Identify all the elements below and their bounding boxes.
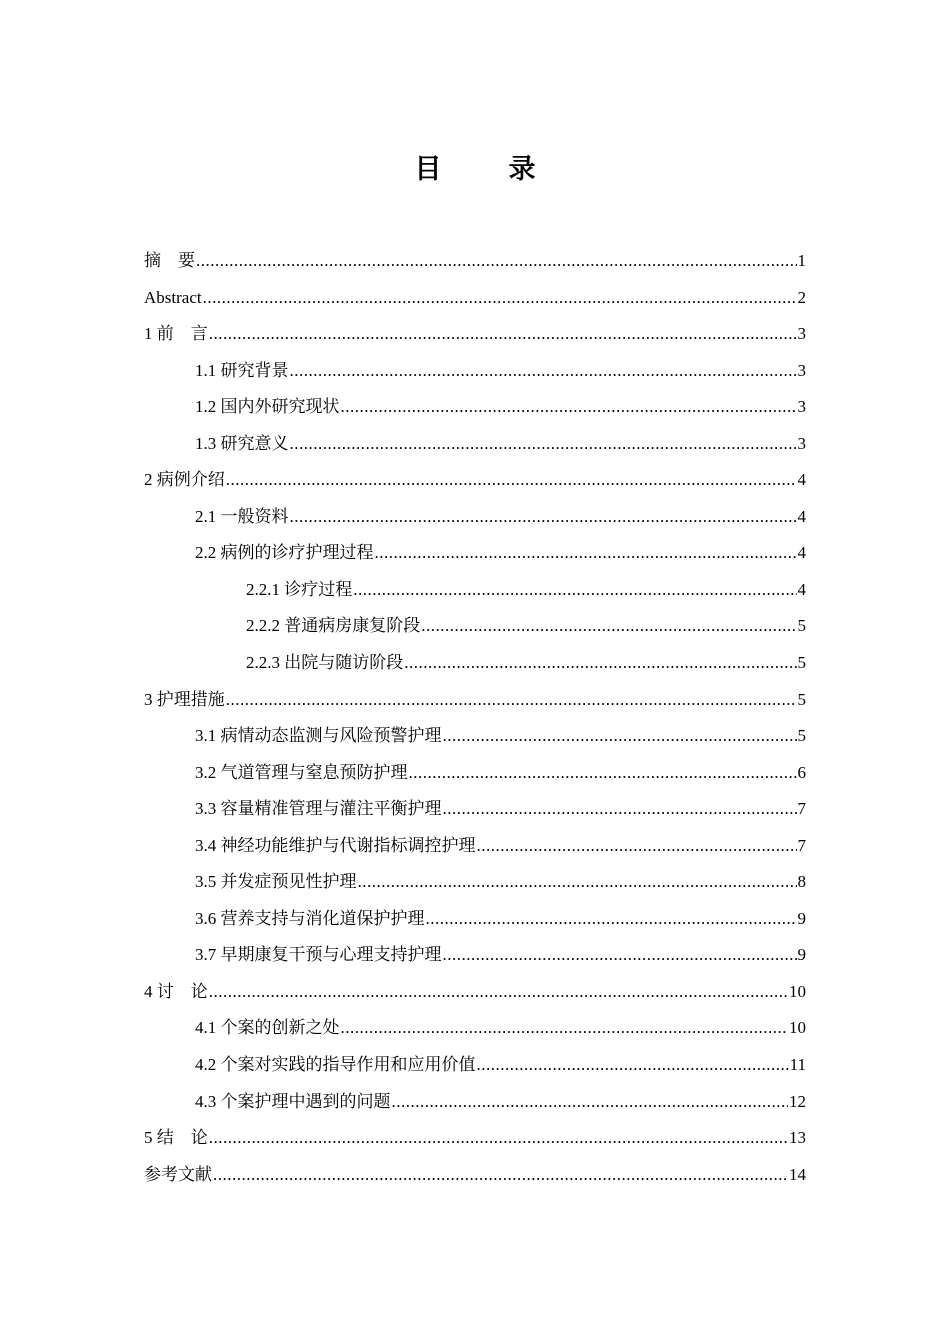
toc-entry-page-number: 5 [797, 653, 806, 673]
toc-dot-leader [477, 828, 797, 864]
toc-entry-page-number: 9 [797, 908, 806, 928]
toc-entry-title: 4 讨 论 [144, 981, 208, 1001]
toc-entry[interactable] [144, 243, 806, 280]
toc-entry-page-number: 10 [789, 1018, 806, 1038]
toc-entry-title: 4.3 个案护理中遇到的问题 [195, 1091, 391, 1111]
toc-entry[interactable] [144, 462, 806, 499]
toc-entry[interactable] [144, 864, 806, 901]
toc-entry[interactable] [144, 682, 806, 719]
table-of-contents [144, 243, 806, 1193]
toc-entry-page-number: 8 [797, 872, 806, 892]
toc-dot-leader [226, 682, 797, 718]
toc-entry[interactable] [144, 426, 806, 463]
toc-entry-page-number: 3 [797, 397, 806, 417]
toc-dot-leader [226, 462, 797, 498]
toc-entry-title: 3 护理措施 [144, 689, 225, 709]
toc-entry[interactable] [144, 1047, 806, 1084]
toc-entry[interactable] [144, 353, 806, 390]
toc-entry-title: 1 前 言 [144, 324, 208, 344]
toc-entry-title: 2.2.3 出院与随访阶段 [246, 653, 404, 673]
toc-entry-title: 3.1 病情动态监测与风险预警护理 [195, 726, 442, 746]
toc-entry-title: 1.3 研究意义 [195, 433, 289, 453]
toc-entry[interactable] [144, 1010, 806, 1047]
toc-entry-title: 2.1 一般资料 [195, 506, 289, 526]
toc-entry-page-number: 10 [789, 981, 806, 1001]
toc-dot-leader [443, 791, 797, 827]
toc-entry-page-number: 12 [789, 1091, 806, 1111]
toc-dot-leader [196, 243, 797, 279]
toc-entry-page-number: 2 [797, 287, 806, 307]
toc-title: 目 录 [414, 154, 556, 185]
toc-entry-page-number: 9 [797, 945, 806, 965]
toc-entry[interactable] [144, 608, 806, 645]
toc-entry-title: 2 病例介绍 [144, 470, 225, 490]
toc-dot-leader [358, 864, 797, 900]
toc-entry-title: 3.3 容量精准管理与灌注平衡护理 [195, 799, 442, 819]
toc-dot-leader [213, 1157, 788, 1193]
toc-entry-title: 1.1 研究背景 [195, 360, 289, 380]
toc-entry[interactable] [144, 791, 806, 828]
toc-dot-leader [209, 974, 788, 1010]
toc-dot-leader [409, 755, 797, 791]
toc-entry[interactable] [144, 1120, 806, 1157]
toc-dot-leader [203, 280, 797, 316]
toc-entry-page-number: 6 [797, 762, 806, 782]
toc-entry[interactable] [144, 1084, 806, 1121]
toc-dot-leader [290, 353, 797, 389]
toc-entry-page-number: 5 [797, 726, 806, 746]
toc-dot-leader [392, 1084, 789, 1120]
toc-entry[interactable] [144, 316, 806, 353]
toc-entry-title: 4.1 个案的创新之处 [195, 1018, 340, 1038]
toc-dot-leader [209, 1120, 788, 1156]
toc-entry-page-number: 5 [797, 616, 806, 636]
toc-dot-leader [290, 426, 797, 462]
toc-dot-leader [375, 535, 797, 571]
toc-entry-title: 1.2 国内外研究现状 [195, 397, 340, 417]
toc-entry-title: 3.6 营养支持与消化道保护护理 [195, 908, 425, 928]
toc-entry[interactable] [144, 499, 806, 536]
toc-entry-page-number: 3 [797, 324, 806, 344]
toc-entry[interactable] [144, 1157, 806, 1194]
toc-dot-leader [341, 389, 797, 425]
toc-dot-leader [209, 316, 797, 352]
toc-entry-title: 3.5 并发症预见性护理 [195, 872, 357, 892]
toc-dot-leader [290, 499, 797, 535]
toc-entry[interactable] [144, 974, 806, 1011]
toc-entry-page-number: 3 [797, 433, 806, 453]
toc-entry-page-number: 1 [797, 251, 806, 270]
toc-entry-title: 摘 要 [144, 251, 195, 270]
toc-entry-title: 3.2 气道管理与窒息预防护理 [195, 762, 408, 782]
toc-entry[interactable] [144, 572, 806, 609]
toc-entry[interactable] [144, 755, 806, 792]
toc-entry[interactable] [144, 937, 806, 974]
toc-entry-title: 2.2.2 普通病房康复阶段 [246, 616, 421, 636]
toc-entry-title: 3.4 神经功能维护与代谢指标调控护理 [195, 835, 476, 855]
toc-entry[interactable] [144, 535, 806, 572]
toc-entry[interactable] [144, 901, 806, 938]
toc-entry-page-number: 4 [797, 543, 806, 563]
toc-dot-leader [341, 1010, 789, 1046]
toc-entry-title: 2.2 病例的诊疗护理过程 [195, 543, 374, 563]
toc-entry[interactable] [144, 389, 806, 426]
toc-entry-page-number: 7 [797, 799, 806, 819]
toc-entry-title: 3.7 早期康复干预与心理支持护理 [195, 945, 442, 965]
toc-entry-title: 5 结 论 [144, 1128, 208, 1148]
toc-entry-page-number: 4 [797, 470, 806, 490]
toc-dot-leader [426, 901, 797, 937]
toc-entry-title: 4.2 个案对实践的指导作用和应用价值 [195, 1055, 476, 1075]
toc-dot-leader [443, 937, 797, 973]
toc-entry-page-number: 14 [789, 1164, 806, 1184]
toc-entry-title: 2.2.1 诊疗过程 [246, 579, 353, 599]
toc-entry-page-number: 11 [789, 1055, 806, 1075]
toc-entry-title: 参考文献 [144, 1164, 212, 1184]
toc-entry[interactable] [144, 645, 806, 682]
toc-entry[interactable] [144, 828, 806, 865]
toc-dot-leader [353, 572, 796, 608]
toc-entry[interactable] [144, 718, 806, 755]
toc-entry-title: Abstract [144, 287, 202, 307]
toc-dot-leader [443, 718, 797, 754]
toc-dot-leader [477, 1047, 789, 1083]
toc-dot-leader [404, 645, 796, 681]
toc-entry-page-number: 7 [797, 835, 806, 855]
toc-entry-page-number: 3 [797, 360, 806, 380]
toc-entry-page-number: 4 [797, 579, 806, 599]
toc-entry-page-number: 13 [789, 1128, 806, 1148]
toc-entry[interactable] [144, 280, 806, 317]
toc-entry-page-number: 5 [797, 689, 806, 709]
toc-dot-leader [421, 608, 796, 644]
toc-entry-page-number: 4 [797, 506, 806, 526]
